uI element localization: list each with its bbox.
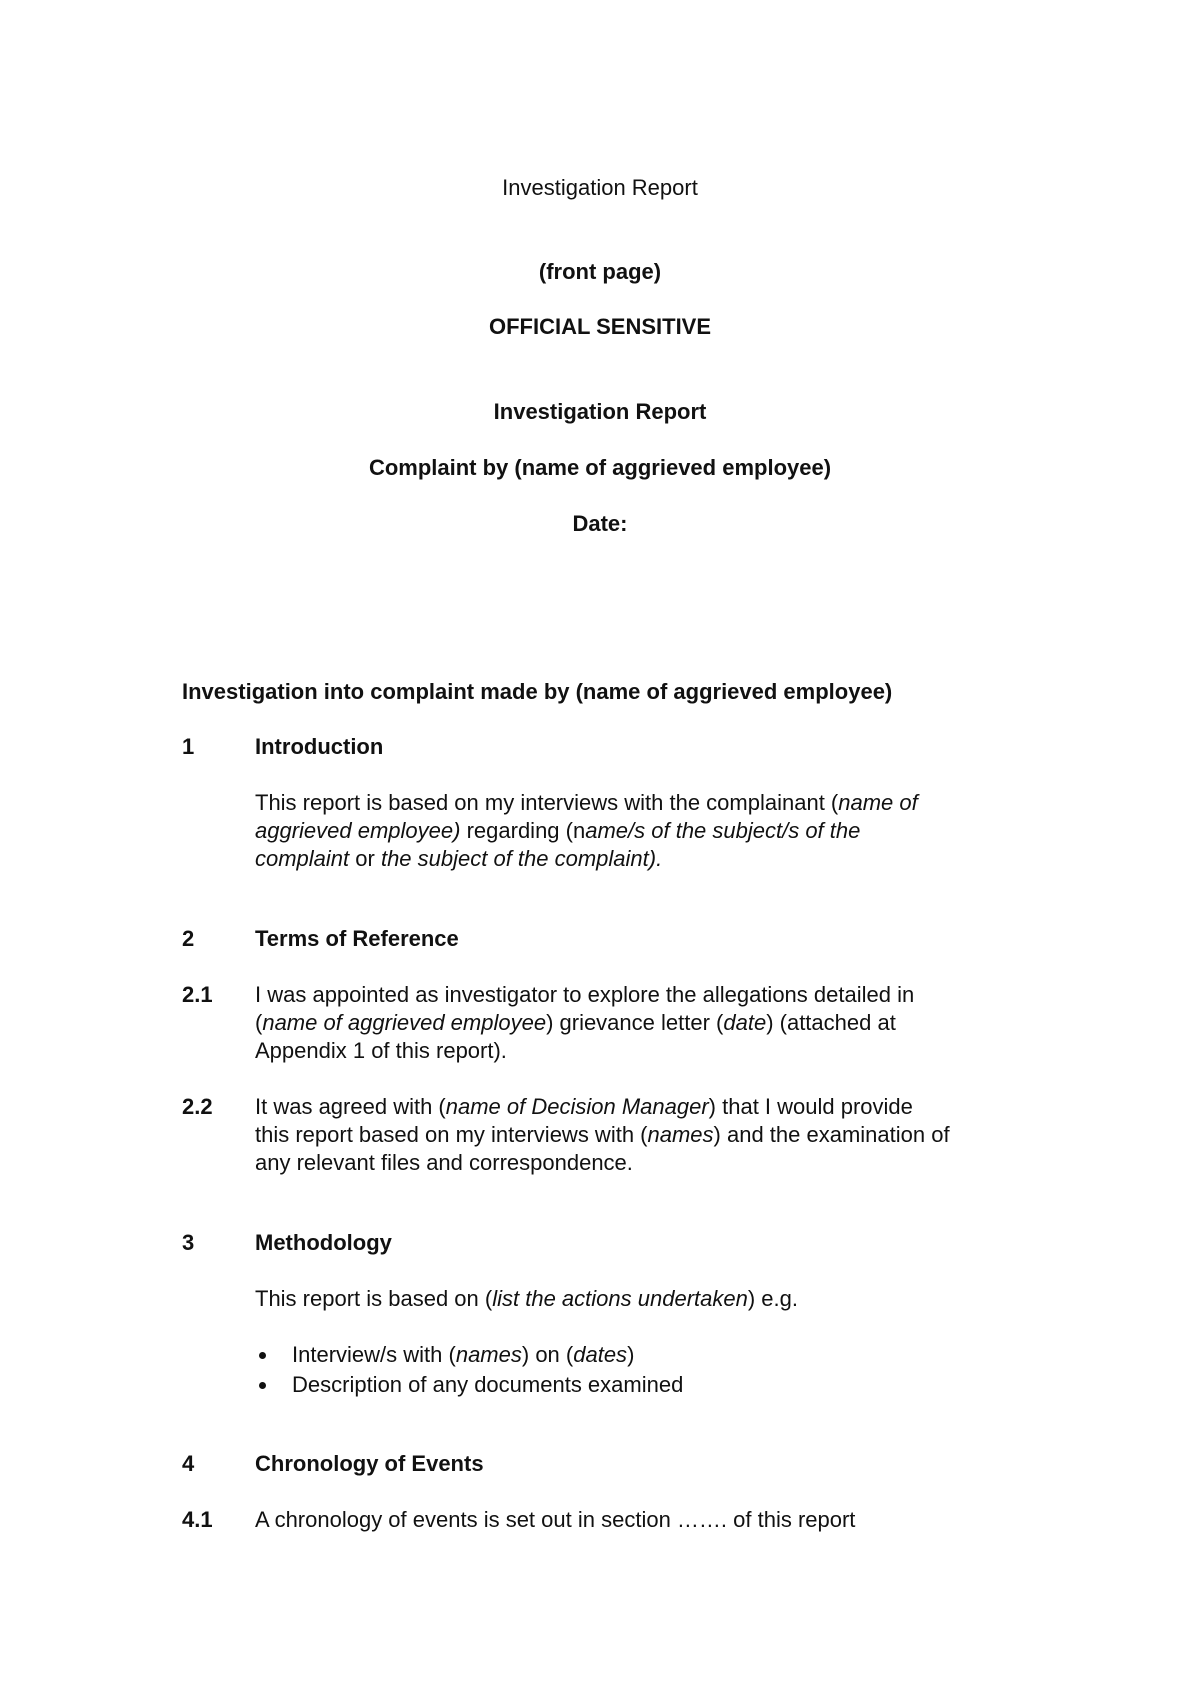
classification-label: OFFICIAL SENSITIVE [488,314,712,339]
text-run: This report is based on my interviews with the complainant ( [255,790,839,815]
report-title: Investigation Report [493,399,707,424]
main-heading: Investigation into complaint made by (name of aggrieved employee) [182,679,893,704]
paragraph-4-1 [255,1506,1045,1534]
text-run: complaint [255,846,350,871]
text-run: ) grievance letter ( [546,1010,724,1035]
text-run: aggrieved employee) [255,818,461,843]
section-2-number: 2 [182,926,195,951]
paragraph-2-1-number: 2.1 [182,982,213,1007]
paragraph-2-2-number: 2.2 [182,1094,213,1119]
text-run: name of [838,790,918,815]
text-run: ) (attached at [766,1010,896,1035]
text-run: regarding (n [460,818,586,843]
text-run: ( [255,1010,263,1035]
bullet-icon [259,1352,266,1359]
top-title: Investigation Report [502,175,698,200]
text-run: ame/s of the subject/s of the [585,818,861,843]
text-run: Interview/s with ( [292,1342,456,1367]
text-run: ) on ( [521,1342,574,1367]
text-run: names [647,1122,714,1147]
text-run: A chronology of events is set out in section ……. of this report [255,1507,856,1532]
text-run: or [349,846,381,871]
text-run: I was appointed as investigator to explore the allegations detailed in [255,982,915,1007]
text-run: Description of any documents examined [292,1372,684,1397]
text-run: ) that I would provide [708,1094,913,1119]
section-4-title: Chronology of Events [255,1451,484,1476]
text-run: list the actions undertaken [492,1286,748,1311]
text-run: It was agreed with ( [255,1094,446,1119]
section-3-number: 3 [182,1230,195,1255]
paragraph-2-1 [255,981,1045,1065]
text-run: Appendix 1 of this report). [255,1038,507,1063]
list-item [255,1340,1045,1370]
paragraph-2-2 [255,1093,1045,1177]
text-run: dates [573,1342,628,1367]
section-4-number: 4 [182,1451,195,1476]
section-1-title: Introduction [255,734,384,759]
section-3-intro [255,1285,1045,1313]
text-run: ) [627,1342,635,1367]
section-2-title: Terms of Reference [255,926,459,951]
section-1-number: 1 [182,734,195,759]
text-run: name of aggrieved employee [262,1010,547,1035]
text-run: the subject of the complaint). [380,846,663,871]
text-run: ) e.g. [747,1286,798,1311]
complaint-by: Complaint by (name of aggrieved employee) [368,455,832,480]
section-3-title: Methodology [255,1230,392,1255]
text-run: date [723,1010,767,1035]
text-run: this report based on my interviews with ( [255,1122,648,1147]
list-item [255,1370,1045,1400]
paragraph-4-1-number: 4.1 [182,1507,213,1532]
section-1-paragraph [255,789,1045,873]
bullet-icon [259,1382,266,1389]
front-page-label: (front page) [538,259,662,284]
date-label: Date: [572,511,628,536]
text-run: This report is based on ( [255,1286,493,1311]
text-run: name of Decision Manager [445,1094,709,1119]
text-run: ) and the examination of [713,1122,950,1147]
methodology-bullet-list [255,1340,1045,1400]
text-run: any relevant files and correspondence. [255,1150,633,1175]
text-run: names [455,1342,522,1367]
